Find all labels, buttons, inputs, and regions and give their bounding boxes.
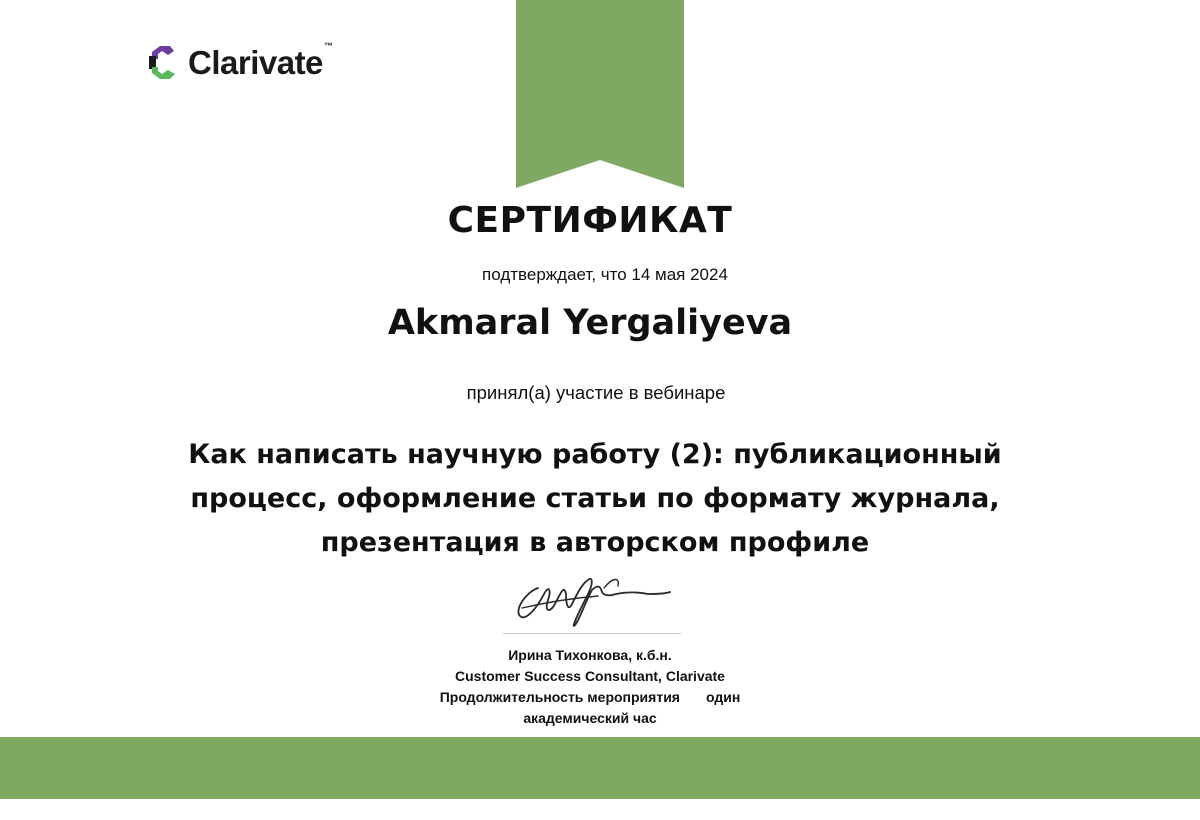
recipient-name: Akmaral Yergaliyeva (387, 303, 793, 343)
signatory-name: Ирина Тихонкова, к.б.н. (508, 647, 672, 663)
clarivate-logo (146, 40, 332, 84)
duration-label: Продолжительность мероприятия (439, 689, 680, 705)
clarivate-logo-icon (146, 43, 182, 81)
logo-wordmark: Clarivate™ (188, 40, 333, 81)
bottom-green-band (0, 737, 1200, 799)
signature-line (503, 633, 681, 634)
duration-value: один (705, 689, 741, 705)
participation-text: принял(а) участие в вебинаре (466, 382, 726, 403)
certificate-title: СЕРТИФИКАТ (447, 200, 733, 241)
confirmation-text: подтверждает, что 14 мая 2024 (482, 265, 728, 284)
signatory-role: Customer Success Consultant, Clarivate (455, 668, 725, 684)
webinar-title: Как написать научную работу (2): публикационный процесс, оформление статьи по формату журнала, презентация в авторском профиле (188, 439, 1002, 558)
event-duration (0, 687, 1180, 708)
duration-unit: академический час (523, 710, 657, 726)
handwritten-signature (508, 566, 688, 632)
ribbon-bookmark (516, 0, 684, 188)
